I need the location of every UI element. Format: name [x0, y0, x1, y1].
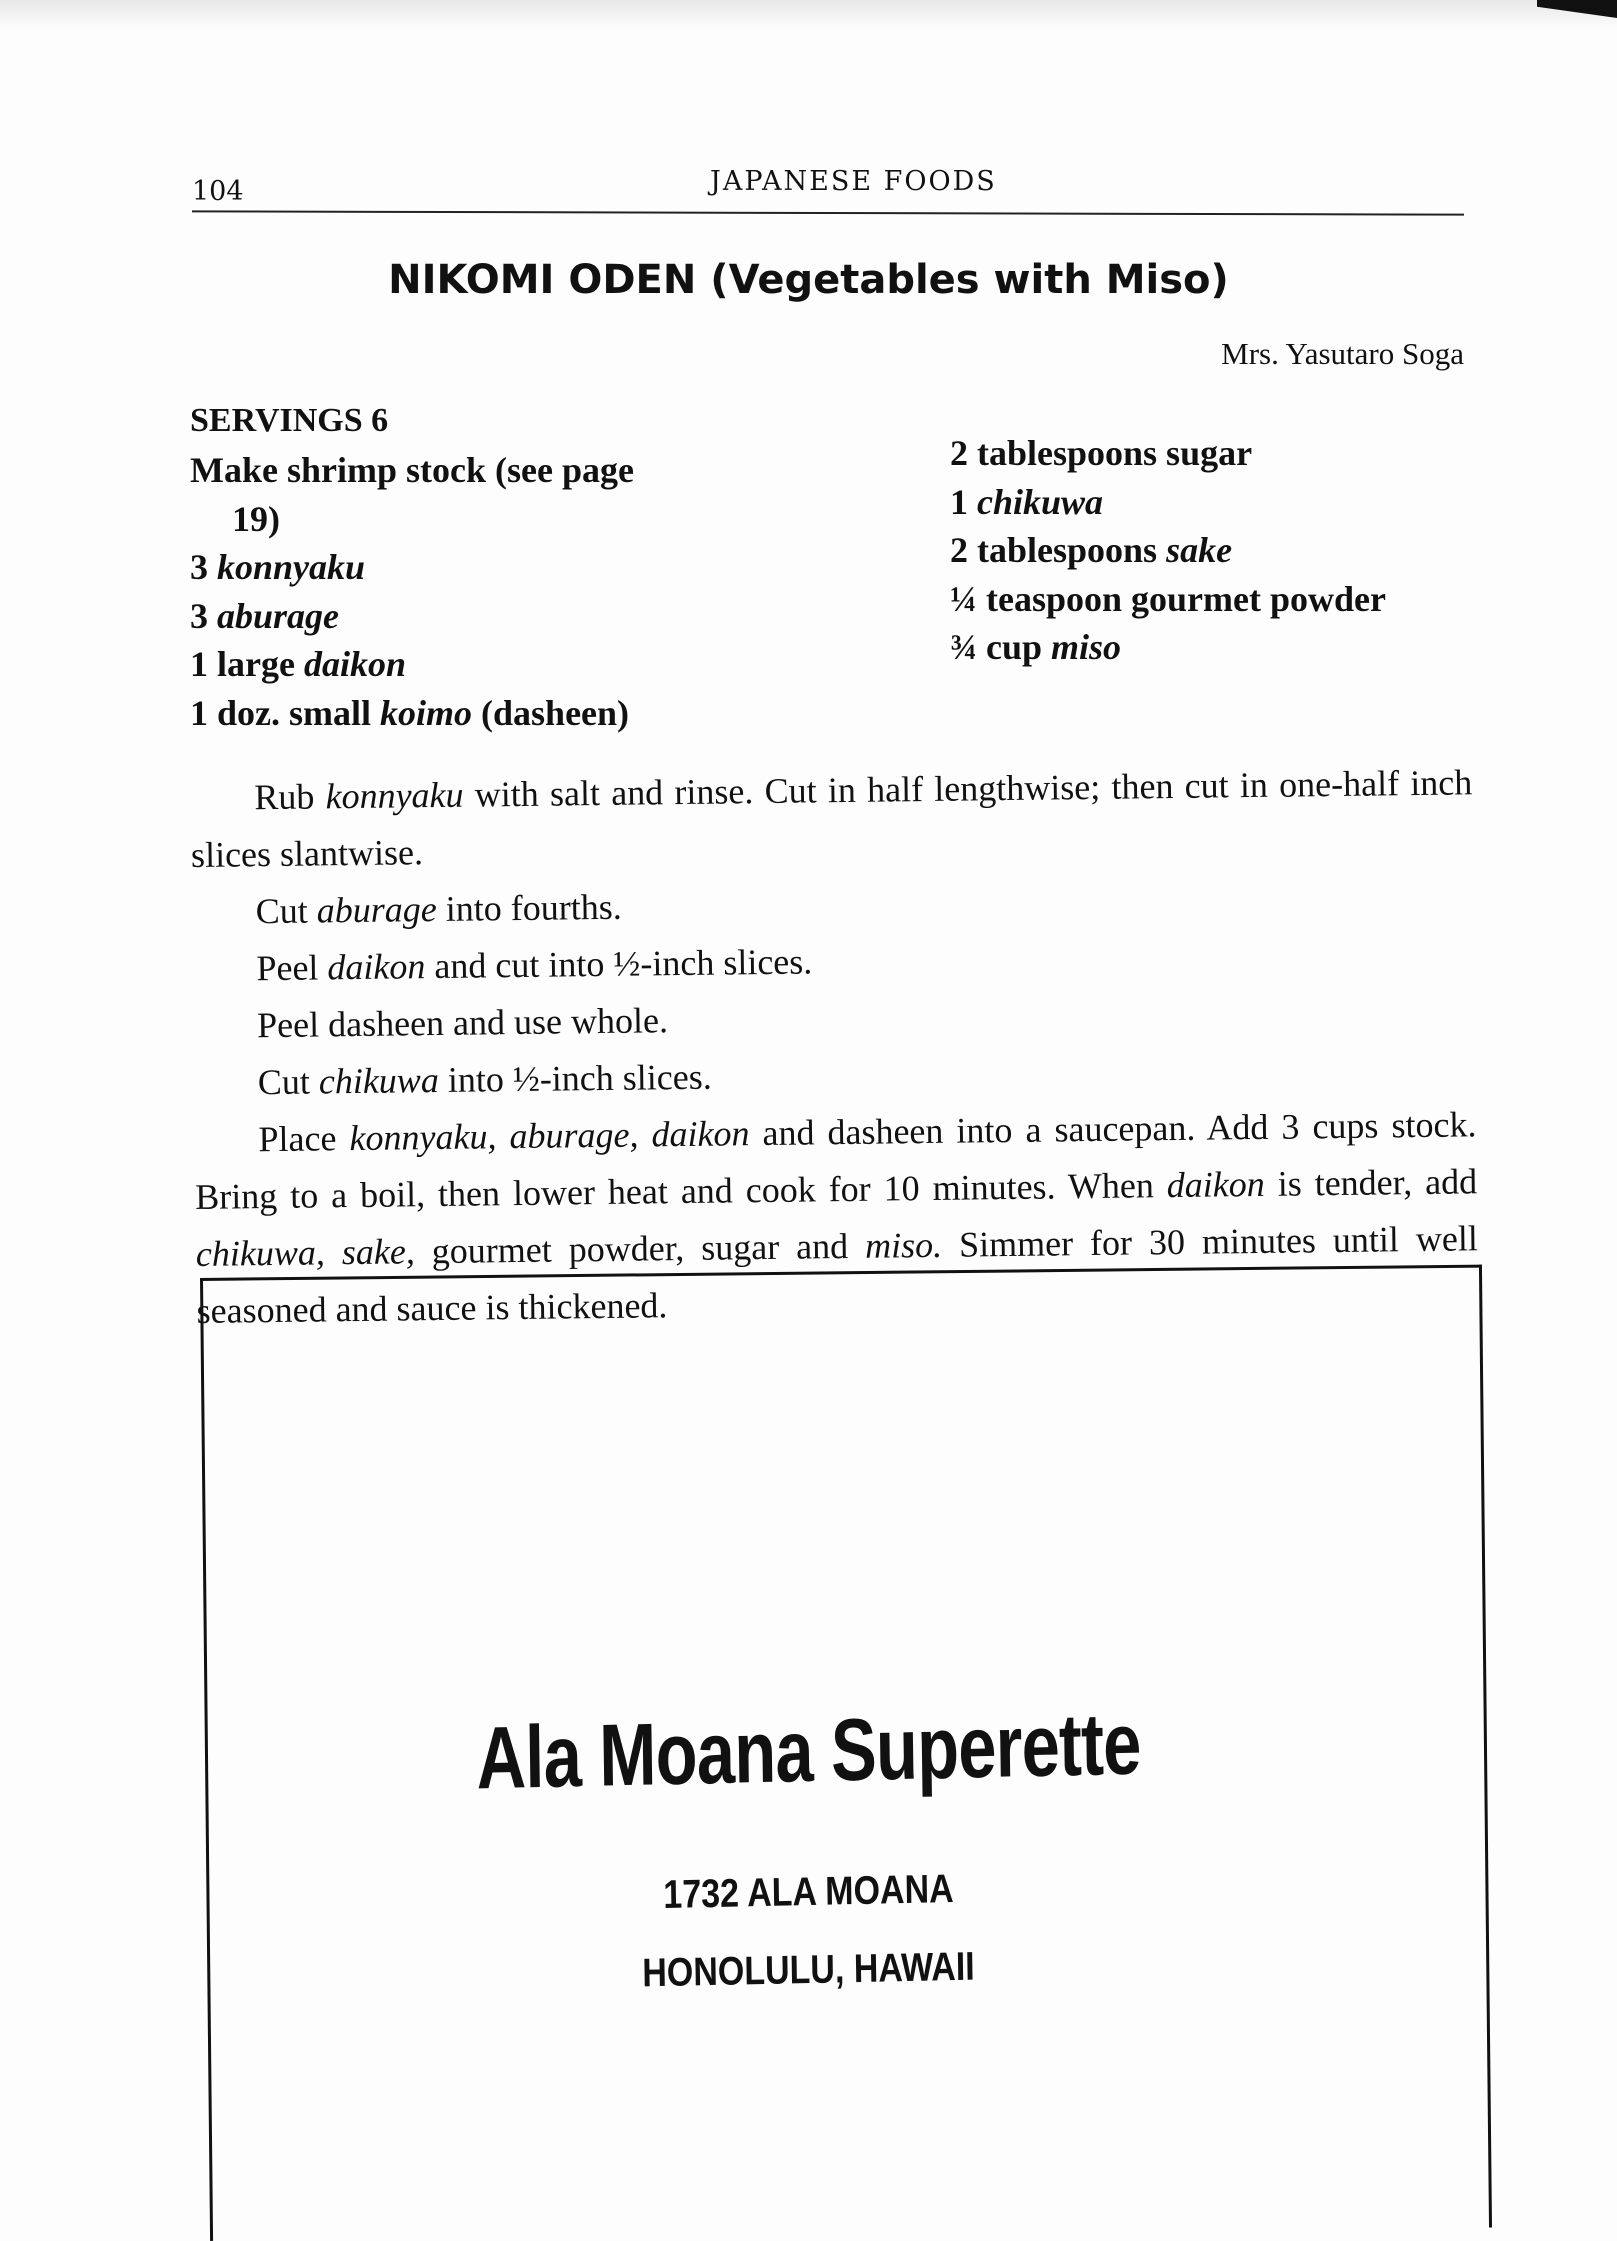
text-segment: 1 doz. small — [190, 692, 381, 733]
italic-term: daikon — [327, 946, 426, 988]
italic-term: aburage — [316, 888, 437, 931]
italic-term: chikuwa, sake, — [195, 1231, 416, 1274]
recipe-author: Mrs. Yasutaro Soga — [1221, 336, 1464, 371]
text-segment: Simmer for 30 minutes until well seasoned and sauce is thickened. — [196, 1218, 1479, 1331]
italic-term: konnyaku — [217, 547, 366, 587]
ingredient-line — [190, 495, 790, 544]
recipe-title: NIKOMI ODEN (Vegetables with Miso) — [388, 257, 1229, 303]
italic-term: sake — [1166, 530, 1233, 570]
text-segment: Peel dasheen and use whole. — [256, 1000, 669, 1046]
ingredient-line — [190, 592, 790, 641]
italic-term: daikon — [1166, 1163, 1265, 1206]
text-segment: 3 — [190, 547, 217, 587]
text-segment: 2 tablespoons sugar — [950, 433, 1253, 473]
text-segment: Place — [258, 1118, 350, 1160]
text-segment: gourmet powder, sugar and — [414, 1225, 866, 1272]
ingredient-line — [950, 526, 1510, 575]
direction-paragraph — [190, 754, 1473, 884]
italic-term: chikuwa — [318, 1059, 440, 1102]
header-rule — [192, 210, 1464, 215]
ingredients-right-column — [950, 429, 1510, 672]
advertiser-address-line2: HONOLULU, HAWAII — [641, 1944, 976, 1996]
directions — [190, 754, 1479, 1340]
ingredient-line — [190, 446, 790, 495]
text-segment: Cut — [257, 1061, 320, 1103]
ingredient-line — [190, 640, 790, 689]
italic-term: miso — [1051, 627, 1122, 667]
ingredient-line — [190, 543, 790, 592]
ingredient-line — [950, 429, 1510, 478]
text-segment: into ½-inch slices. — [438, 1056, 712, 1100]
ingredient-line — [950, 478, 1510, 527]
text-segment: Cut — [255, 890, 317, 932]
text-segment: 1 large — [190, 644, 304, 684]
text-segment: and dasheen into a saucepan. Add 3 cups stock. Bring to a boil, then lower heat and cook for 10 minutes. When — [194, 1104, 1477, 1217]
italic-term: daikon — [303, 644, 406, 684]
text-segment: ¼ teaspoon gourmet powder — [950, 578, 1386, 619]
text-segment: Peel — [256, 947, 328, 989]
text-segment: 3 — [190, 595, 217, 636]
text-segment: Rub — [254, 776, 326, 818]
text-segment: and cut into ½-inch slices. — [425, 941, 813, 987]
text-segment: is tender, add — [1264, 1161, 1478, 1204]
page-number: 104 — [192, 176, 244, 207]
ingredient-line — [950, 575, 1510, 624]
text-segment: ¾ cup — [950, 627, 1052, 667]
italic-term: konnyaku — [325, 774, 464, 817]
italic-term: miso. — [864, 1224, 943, 1266]
italic-term: koimo — [380, 692, 473, 733]
text-segment: 2 tablespoons — [950, 530, 1167, 570]
text-segment: (dasheen) — [472, 692, 630, 733]
advertiser-address-line1: 1732 ALA MOANA — [663, 1867, 954, 1917]
ingredients-left-column — [190, 446, 790, 737]
text-segment: into fourths. — [436, 886, 622, 929]
text-segment: 1 — [950, 481, 977, 522]
ingredient-line — [190, 689, 790, 738]
running-title: JAPANESE FOODS — [710, 166, 997, 197]
italic-term: aburage — [217, 595, 340, 636]
text-segment: 19) — [232, 498, 280, 539]
ingredient-line — [950, 623, 1510, 672]
servings: SERVINGS 6 — [190, 402, 389, 439]
text-segment: Make shrimp stock (see page — [190, 450, 634, 490]
italic-term: konnyaku, aburage, daikon — [349, 1113, 750, 1159]
italic-term: chikuwa — [977, 481, 1104, 522]
advertiser-name: Ala Moana Superette — [475, 1693, 1142, 1808]
page-top-shadow — [0, 0, 1617, 30]
text-segment: with salt and rinse. Cut in half lengthwise; then cut in one-half inch slices slantwise. — [190, 762, 1473, 875]
